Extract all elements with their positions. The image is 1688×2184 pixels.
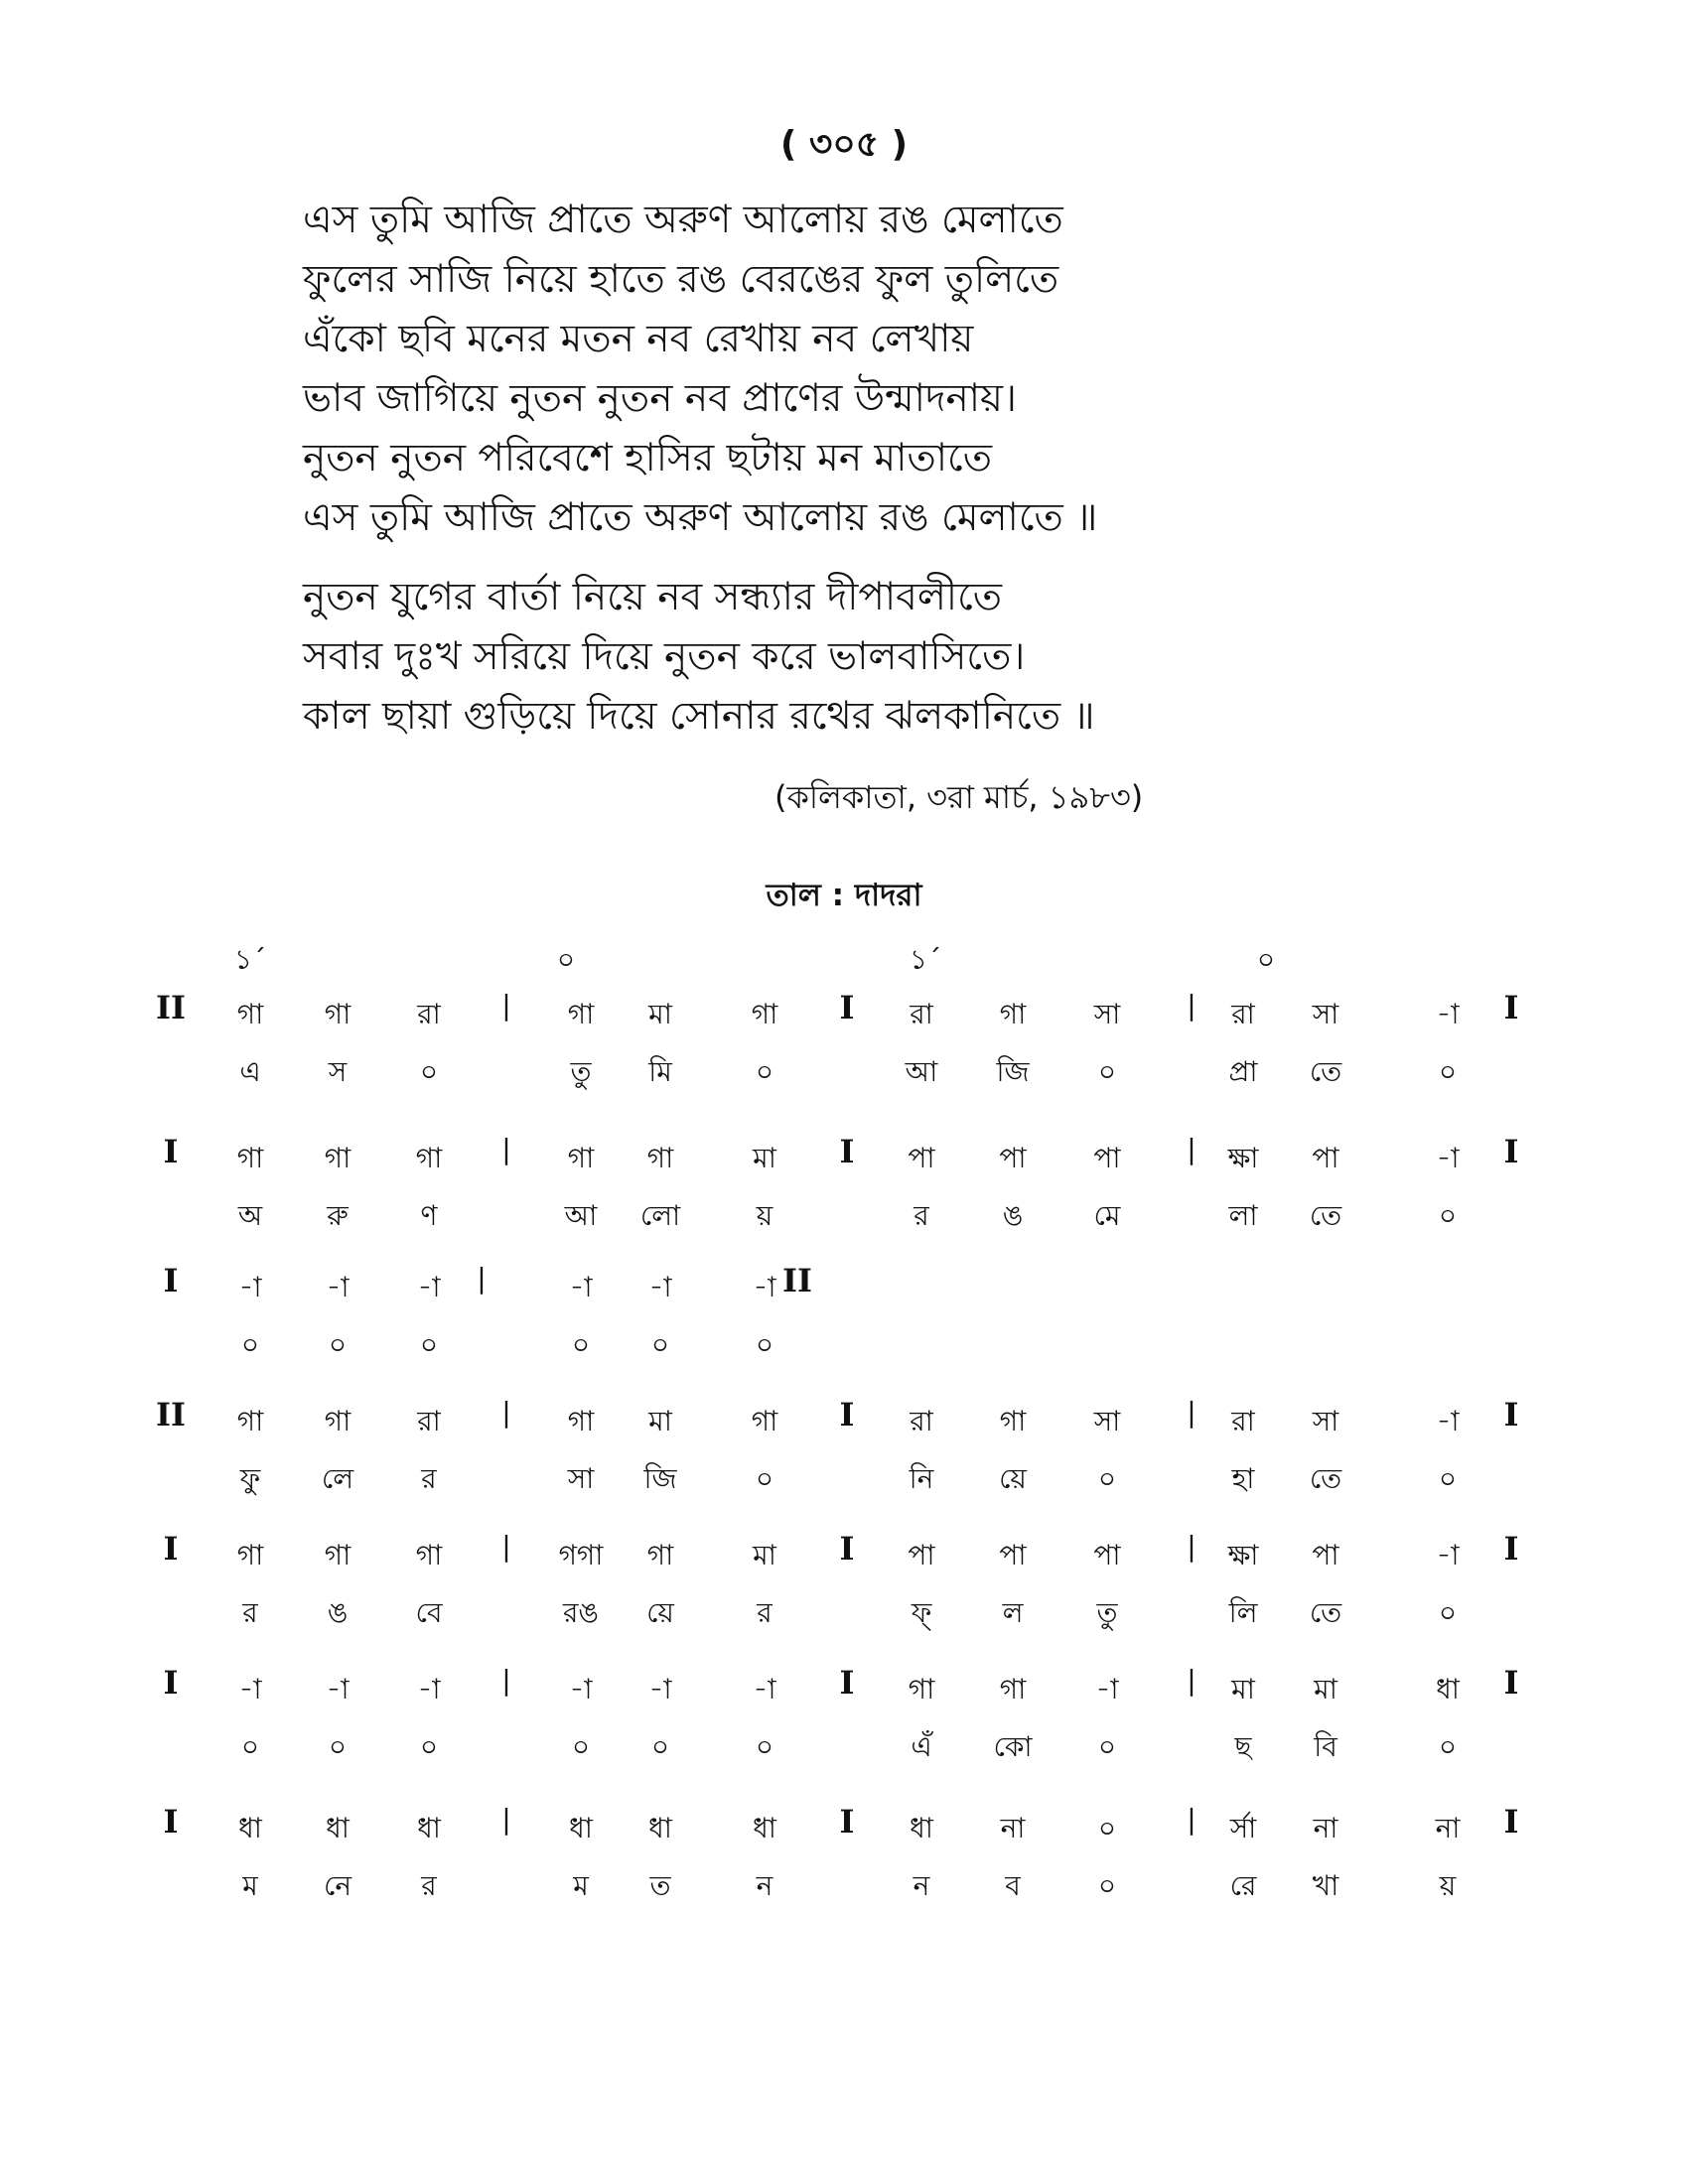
lyric-syllable: ০ <box>1097 1869 1117 1902</box>
poem-line: নুতন নুতন পরিবেশে হাসির ছটায় মন মাতাতে <box>303 436 992 480</box>
division-bar: | <box>501 989 511 1022</box>
notation-row <box>0 1133 1688 1256</box>
swara-note: রা <box>1231 998 1255 1030</box>
swara-note: -া <box>648 1271 672 1303</box>
swara-note: -া <box>238 1271 262 1303</box>
beat-markers <box>0 938 1688 978</box>
end-bar: I <box>1503 1396 1519 1433</box>
swara-note: গা <box>236 1142 264 1174</box>
lyric-syllable: জি <box>643 1462 677 1495</box>
lyric-syllable: ফু <box>239 1462 261 1495</box>
swara-note: পা <box>1093 1539 1121 1571</box>
lyric-syllable: লা <box>1228 1199 1258 1232</box>
notation-row <box>0 989 1688 1112</box>
lyric-syllable: খা <box>1312 1869 1339 1902</box>
swara-note: গা <box>999 1405 1027 1437</box>
swara-note: রা <box>417 1405 441 1437</box>
beat-marker: ০ <box>556 943 576 976</box>
swara-note: -া <box>238 1673 262 1706</box>
lyric-syllable: লি <box>1228 1596 1258 1629</box>
dateline: (কলিকাতা, ৩রা মার্চ, ১৯৮৩) <box>774 778 1144 816</box>
lyric-syllable: ম <box>573 1869 589 1902</box>
swara-note: গা <box>236 1405 264 1437</box>
lyric-syllable: র <box>242 1596 258 1629</box>
poem-line: সবার দুঃখ সরিয়ে দিয়ে নুতন করে ভালবাসিতে। <box>303 634 1026 679</box>
lyric-syllable: জি <box>996 1055 1030 1088</box>
start-bar: I <box>163 1530 179 1568</box>
swara-note: গা <box>236 998 264 1030</box>
swara-note: ধা <box>326 1812 350 1844</box>
swara-note: গা <box>646 1142 674 1174</box>
lyric-syllable: রু <box>327 1199 349 1232</box>
swara-note: না <box>1000 1812 1026 1844</box>
swara-note: সা <box>1312 1405 1339 1437</box>
swara-note: পা <box>908 1142 935 1174</box>
swara-note: গা <box>999 998 1027 1030</box>
beat-marker: ১´ <box>233 943 267 976</box>
division-bar: I <box>839 989 855 1026</box>
start-bar: I <box>163 1803 179 1841</box>
swara-note: রা <box>910 1405 933 1437</box>
division-bar: I <box>839 1133 855 1170</box>
lyric-syllable: ফ্ <box>911 1596 932 1629</box>
beat-marker: ০ <box>1256 943 1276 976</box>
swara-note: ধা <box>238 1812 262 1844</box>
swara-note: গা <box>236 1539 264 1571</box>
swara-note: ক্ষা <box>1227 1539 1259 1571</box>
lyric-syllable: ণ <box>420 1199 438 1232</box>
swara-note: -া <box>569 1673 593 1706</box>
lyric-syllable: য়ে <box>999 1462 1027 1495</box>
swara-note: রা <box>417 998 441 1030</box>
lyric-syllable: ছ <box>1234 1730 1252 1763</box>
end-bar: I <box>1503 1803 1519 1841</box>
end-bar: I <box>1503 1530 1519 1568</box>
lyric-syllable: ০ <box>328 1730 348 1763</box>
division-bar: I <box>839 1530 855 1568</box>
swara-note: গা <box>324 1405 352 1437</box>
lyric-syllable: কো <box>993 1730 1033 1763</box>
swara-note: ধা <box>753 1812 776 1844</box>
swara-note: না <box>1435 1812 1461 1844</box>
lyric-syllable: লে <box>321 1462 354 1495</box>
notation-row <box>0 1396 1688 1519</box>
swara-note: মা <box>648 1405 672 1437</box>
lyric-syllable: ০ <box>1438 1055 1458 1088</box>
beat-marker: ১´ <box>909 943 942 976</box>
swara-note: সা <box>1093 998 1121 1030</box>
lyric-syllable: তে <box>1309 1462 1342 1495</box>
lyric-syllable: ন <box>756 1869 774 1902</box>
swara-note: -া <box>417 1673 441 1706</box>
lyric-syllable: ০ <box>1438 1462 1458 1495</box>
swara-note: -া <box>753 1673 776 1706</box>
swara-note: গা <box>908 1673 935 1706</box>
lyric-syllable: র <box>914 1199 929 1232</box>
swara-note: মা <box>753 1539 776 1571</box>
swara-note: না <box>1313 1812 1338 1844</box>
swara-note: ধা <box>910 1812 933 1844</box>
lyric-syllable: আ <box>564 1199 598 1232</box>
swara-note: গা <box>567 1142 595 1174</box>
start-bar: I <box>163 1664 179 1702</box>
division-bar: I <box>839 1396 855 1433</box>
lyric-syllable: ০ <box>1438 1199 1458 1232</box>
swara-note: রা <box>910 998 933 1030</box>
swara-note: মা <box>1231 1673 1255 1706</box>
swara-note: সা <box>1093 1405 1121 1437</box>
swara-note: গা <box>567 1405 595 1437</box>
poem-line: এস তুমি আজি প্রাতে অরুণ আলোয় রঙ মেলাতে <box>303 198 1063 242</box>
lyric-syllable: সা <box>567 1462 595 1495</box>
poem-stanza-2 <box>303 568 1095 747</box>
swara-note: ধা <box>648 1812 672 1844</box>
lyric-syllable: ০ <box>419 1055 439 1088</box>
end-bar: I <box>1503 989 1519 1026</box>
poem-line: এস তুমি আজি প্রাতে অরুণ আলোয় রঙ মেলাতে ॥ <box>303 495 1098 540</box>
lyric-syllable: ব <box>1005 1869 1021 1902</box>
lyric-syllable: অ <box>237 1199 263 1232</box>
division-bar: | <box>1187 1396 1196 1429</box>
lyric-syllable: তে <box>1309 1199 1342 1232</box>
lyric-syllable: ০ <box>755 1328 774 1361</box>
swara-note: গা <box>646 1539 674 1571</box>
swara-note: -া <box>648 1673 672 1706</box>
notation-row <box>0 1530 1688 1653</box>
swara-note: পা <box>908 1539 935 1571</box>
poem-line: ফুলের সাজি নিয়ে হাতে রঙ বেরঙের ফুল তুলিতে <box>303 257 1059 302</box>
lyric-syllable: বি <box>1314 1730 1337 1763</box>
lyric-syllable: ন <box>913 1869 930 1902</box>
lyric-syllable: তে <box>1309 1596 1342 1629</box>
lyric-syllable: ০ <box>240 1328 260 1361</box>
lyric-syllable: র <box>421 1869 437 1902</box>
swara-note: -া <box>753 1271 776 1303</box>
notation-row <box>0 1803 1688 1926</box>
lyric-syllable: ০ <box>571 1328 591 1361</box>
swara-note: পা <box>1093 1142 1121 1174</box>
poem-line: নুতন যুগের বার্তা নিয়ে নব সন্ধ্যার দীপাবলীতে <box>303 575 1003 619</box>
lyric-syllable: ল <box>1002 1596 1024 1629</box>
swara-note: ধা <box>569 1812 593 1844</box>
swara-note: পা <box>1312 1539 1339 1571</box>
swara-note: -া <box>1436 1405 1460 1437</box>
lyric-syllable: ০ <box>755 1462 774 1495</box>
swara-note: ০ <box>1097 1812 1117 1844</box>
page-number: ( ৩০৫ ) <box>779 124 909 165</box>
lyric-syllable: ঙ <box>327 1596 349 1629</box>
swara-note: গগা <box>558 1539 604 1571</box>
lyric-syllable: র <box>757 1596 773 1629</box>
division-bar: | <box>477 1262 487 1295</box>
swara-note: -া <box>1095 1673 1119 1706</box>
start-bar: II <box>156 989 186 1026</box>
poem-stanza-1 <box>303 191 1097 548</box>
lyric-syllable: ০ <box>328 1328 348 1361</box>
lyric-syllable: ত <box>649 1869 671 1902</box>
poem-line: এঁকো ছবি মনের মতন নব রেখায় নব লেখায় <box>303 317 974 361</box>
lyric-syllable: ০ <box>240 1730 260 1763</box>
swara-note: গা <box>324 1539 352 1571</box>
start-bar: I <box>163 1262 179 1299</box>
lyric-syllable: হা <box>1231 1462 1255 1495</box>
swara-note: -া <box>569 1271 593 1303</box>
lyric-syllable: ০ <box>1097 1055 1117 1088</box>
poem-line: ভাব জাগিয়ে নুতন নুতন নব প্রাণের উন্মাদনায়। <box>303 376 1017 421</box>
lyric-syllable: ০ <box>1438 1596 1458 1629</box>
end-bar: II <box>782 1262 812 1299</box>
division-bar: | <box>501 1396 511 1429</box>
swara-note: -া <box>417 1271 441 1303</box>
swara-note: ধা <box>1436 1673 1460 1706</box>
swara-note: গা <box>751 998 778 1030</box>
lyric-syllable: প্রা <box>1228 1055 1258 1088</box>
lyric-syllable: নি <box>909 1462 934 1495</box>
swara-note: ধা <box>417 1812 441 1844</box>
swara-note: গা <box>324 1142 352 1174</box>
division-bar: | <box>1187 989 1196 1022</box>
swara-note: পা <box>999 1142 1027 1174</box>
lyric-syllable: রঙ <box>563 1596 599 1629</box>
tala-heading: তাল : দাদরা <box>766 878 922 913</box>
division-bar: | <box>501 1803 511 1836</box>
lyric-syllable: র <box>421 1462 437 1495</box>
lyric-syllable: নে <box>323 1869 352 1902</box>
lyric-syllable: ০ <box>419 1328 439 1361</box>
swara-note: গা <box>567 998 595 1030</box>
swara-note: পা <box>999 1539 1027 1571</box>
lyric-syllable: ০ <box>650 1730 670 1763</box>
start-bar: I <box>163 1133 179 1170</box>
swara-note: -া <box>326 1271 350 1303</box>
lyric-syllable: মে <box>1093 1199 1121 1232</box>
lyric-syllable: আ <box>905 1055 938 1088</box>
lyric-syllable: ০ <box>1438 1730 1458 1763</box>
lyric-syllable: ০ <box>755 1730 774 1763</box>
lyric-syllable: ০ <box>571 1730 591 1763</box>
start-bar: II <box>156 1396 186 1433</box>
lyric-syllable: তু <box>1096 1596 1118 1629</box>
swara-note: র্সা <box>1229 1812 1257 1844</box>
swara-note: ক্ষা <box>1227 1142 1259 1174</box>
swara-note: মা <box>753 1142 776 1174</box>
end-bar: I <box>1503 1133 1519 1170</box>
division-bar: | <box>1187 1664 1196 1697</box>
notation-row <box>0 1262 1688 1385</box>
swara-note: -া <box>1436 998 1460 1030</box>
lyric-syllable: রে <box>1229 1869 1257 1902</box>
lyric-syllable: তু <box>570 1055 592 1088</box>
division-bar: | <box>501 1664 511 1697</box>
division-bar: I <box>839 1664 855 1702</box>
lyric-syllable: ০ <box>1097 1462 1117 1495</box>
lyric-syllable: ০ <box>650 1328 670 1361</box>
swara-note: মা <box>648 998 672 1030</box>
lyric-syllable: এ <box>239 1055 261 1088</box>
lyric-syllable: য় <box>1439 1869 1457 1902</box>
division-bar: | <box>1187 1133 1196 1165</box>
notation-row <box>0 1664 1688 1787</box>
lyric-syllable: য় <box>756 1199 774 1232</box>
division-bar: | <box>501 1530 511 1563</box>
swara-note: গা <box>415 1142 443 1174</box>
lyric-syllable: ০ <box>1097 1730 1117 1763</box>
lyric-syllable: য়ে <box>646 1596 674 1629</box>
swara-note: সা <box>1312 998 1339 1030</box>
division-bar: | <box>501 1133 511 1165</box>
lyric-syllable: ০ <box>755 1055 774 1088</box>
end-bar: I <box>1503 1664 1519 1702</box>
division-bar: | <box>1187 1803 1196 1836</box>
swara-note: গা <box>415 1539 443 1571</box>
lyric-syllable: তে <box>1309 1055 1342 1088</box>
swara-note: গা <box>751 1405 778 1437</box>
swara-note: -া <box>1436 1539 1460 1571</box>
lyric-syllable: মি <box>648 1055 672 1088</box>
lyric-syllable: ঙ <box>1002 1199 1024 1232</box>
lyric-syllable: বে <box>415 1596 443 1629</box>
division-bar: I <box>839 1803 855 1841</box>
swara-note: -া <box>326 1673 350 1706</box>
swara-note: -া <box>1436 1142 1460 1174</box>
swara-note: গা <box>324 998 352 1030</box>
lyric-syllable: স <box>328 1055 348 1088</box>
lyric-syllable: লো <box>639 1199 681 1232</box>
swara-note: মা <box>1314 1673 1337 1706</box>
swara-note: পা <box>1312 1142 1339 1174</box>
lyric-syllable: এঁ <box>911 1730 932 1763</box>
swara-note: রা <box>1231 1405 1255 1437</box>
division-bar: | <box>1187 1530 1196 1563</box>
lyric-syllable: ম <box>242 1869 258 1902</box>
poem-line: কাল ছায়া গুড়িয়ে দিয়ে সোনার রথের ঝলকানিতে ॥ <box>303 694 1095 739</box>
lyric-syllable: ০ <box>419 1730 439 1763</box>
swara-note: গা <box>999 1673 1027 1706</box>
